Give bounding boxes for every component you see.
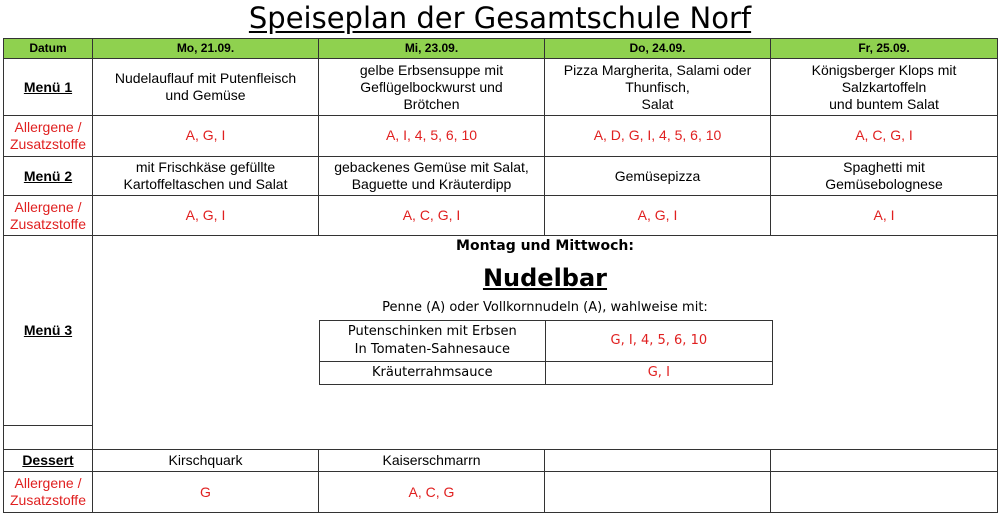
allergen-label xyxy=(4,196,93,236)
dish-line: Pizza Margherita, Salami oder xyxy=(563,61,752,78)
dish-line: Gemüsepizza xyxy=(614,167,701,184)
menu1-allergen-row xyxy=(4,116,998,157)
sauce-allergens: G, I xyxy=(545,361,772,384)
dish-line: Nudelauflauf mit Putenfleisch xyxy=(114,70,297,87)
allergen-label-line: Allergene / xyxy=(14,475,82,492)
menu1-dish-mo xyxy=(93,59,319,116)
menu2-label: Menü 2 xyxy=(4,156,93,196)
menu2-allergen-row xyxy=(4,196,998,236)
menu2-allergens-mo: A, G, I xyxy=(93,196,319,236)
sauce-name-line: Putenschinken mit Erbsen xyxy=(347,323,517,339)
meal-plan-table xyxy=(3,38,998,513)
header-day-mi: Mi, 23.09. xyxy=(319,39,545,59)
dessert-allergens-fr xyxy=(771,472,998,513)
dessert-allergens-do xyxy=(545,472,771,513)
dessert-mi: Kaiserschmarrn xyxy=(319,450,545,472)
menu3-heading: Montag und Mittwoch: xyxy=(456,237,634,254)
dish-line: und Gemüse xyxy=(165,87,246,104)
menu1-row xyxy=(4,59,998,116)
menu3-label: Menü 3 xyxy=(4,235,93,425)
menu3-spacer-cell xyxy=(4,425,93,449)
header-day-do: Do, 24.09. xyxy=(545,39,771,59)
menu3-row xyxy=(4,235,998,425)
menu3-nudelbar-cell xyxy=(93,235,998,449)
menu2-dish-mi xyxy=(319,156,545,196)
allergen-label-line: Zusatzstoffe xyxy=(9,215,86,232)
dish-line: Thunfisch, xyxy=(625,78,690,95)
menu1-allergens-mi: A, I, 4, 5, 6, 10 xyxy=(319,116,545,157)
sauce-name-line: In Tomaten-Sahnesauce xyxy=(354,341,511,357)
dessert-allergens-mo: G xyxy=(93,472,319,513)
sauce-name xyxy=(320,320,546,361)
allergen-label xyxy=(4,472,93,513)
dish-line: Baguette und Kräuterdipp xyxy=(351,176,512,192)
dish-line: Spaghetti mit xyxy=(843,159,925,175)
menu2-dish-do xyxy=(545,156,771,196)
menu1-dish-fr xyxy=(771,59,998,116)
allergen-label xyxy=(4,116,93,157)
menu2-dish-fr xyxy=(771,156,998,196)
dish-line: Brötchen xyxy=(403,95,460,112)
allergen-label-line: Allergene / xyxy=(14,198,82,215)
header-day-fr: Fr, 25.09. xyxy=(771,39,998,59)
menu1-allergens-mo: A, G, I xyxy=(93,116,319,157)
menu1-dish-mi xyxy=(319,59,545,116)
dessert-allergen-row xyxy=(4,472,998,513)
sauce-allergens: G, I, 4, 5, 6, 10 xyxy=(545,320,772,361)
menu1-label: Menü 1 xyxy=(4,59,93,116)
menu2-row xyxy=(4,156,998,196)
allergen-label-line: Allergene / xyxy=(14,118,82,135)
dessert-allergens-mi: A, C, G xyxy=(319,472,545,513)
menu1-allergens-do: A, D, G, I, 4, 5, 6, 10 xyxy=(545,116,771,157)
menu2-allergens-mi: A, C, G, I xyxy=(319,196,545,236)
dessert-row xyxy=(4,450,998,472)
dish-line: und buntem Salat xyxy=(829,95,939,112)
sauce-row xyxy=(320,320,773,361)
allergen-label-line: Zusatzstoffe xyxy=(9,492,86,509)
menu2-dish-mo xyxy=(93,156,319,196)
dessert-label: Dessert xyxy=(4,450,93,472)
sauce-name: Kräuterrahmsauce xyxy=(320,361,546,384)
sauce-row xyxy=(320,361,773,384)
dish-line: Salat xyxy=(641,95,674,112)
dessert-mo: Kirschquark xyxy=(93,450,319,472)
menu2-allergens-do: A, G, I xyxy=(545,196,771,236)
dish-line: Königsberger Klops mit xyxy=(811,61,957,78)
dish-line: gebackenes Gemüse mit Salat, xyxy=(334,159,529,175)
sauce-table xyxy=(319,320,773,385)
header-day-mo: Mo, 21.09. xyxy=(93,39,319,59)
header-row xyxy=(4,39,998,59)
allergen-label-line: Zusatzstoffe xyxy=(9,135,86,152)
dish-line: Salzkartoffeln xyxy=(841,78,927,95)
dessert-do xyxy=(545,450,771,472)
dessert-fr xyxy=(771,450,998,472)
dish-line: Kartoffeltaschen und Salat xyxy=(123,176,288,192)
page-title: Speiseplan der Gesamtschule Norf xyxy=(248,1,752,35)
dish-line: mit Frischkäse gefüllte xyxy=(135,159,276,175)
menu1-allergens-fr: A, C, G, I xyxy=(771,116,998,157)
dish-line: Geflügelbockwurst und xyxy=(360,78,503,95)
dish-line: gelbe Erbsensuppe mit xyxy=(359,61,504,78)
dish-line: Gemüsebolognese xyxy=(825,176,943,192)
menu3-intro: Penne (A) oder Vollkornnudeln (A), wahlweise mit: xyxy=(382,299,708,315)
header-date-label: Datum xyxy=(4,39,93,59)
menu2-allergens-fr: A, I xyxy=(771,196,998,236)
menu3-title: Nudelbar xyxy=(482,263,608,292)
menu1-dish-do xyxy=(545,59,771,116)
